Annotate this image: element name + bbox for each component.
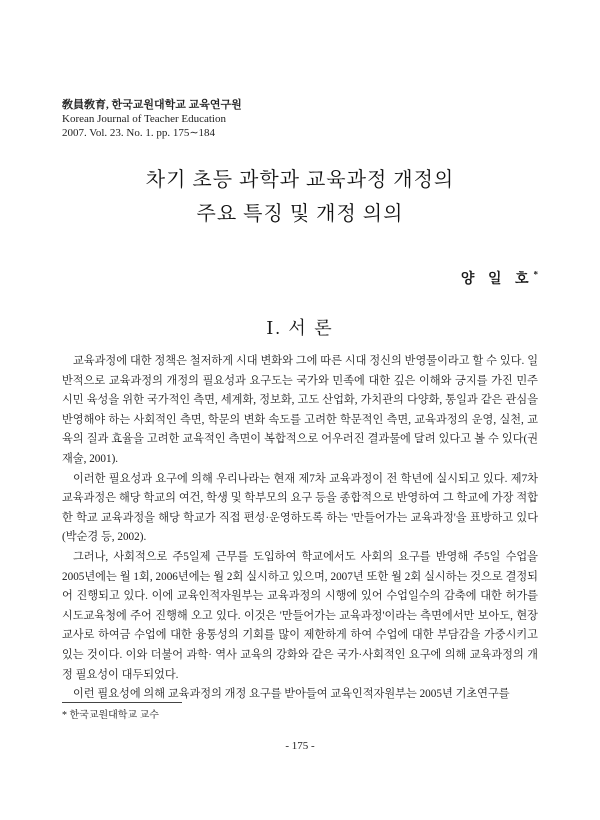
footnote: * 한국교원대학교 교수 <box>62 710 159 721</box>
paragraph: 교육과정에 대한 정책은 철저하게 시대 변화와 그에 따른 시대 정신의 반영물이라고 할 수 있다. 일반적으로 교육과정의 개정의 필요성과 요구도는 국가와 민족에 대한 깊은 이해와 긍지를 가진 민주 시민 육성을 위한 국가적인 측면, 세계화, 정보화, 고도 산업화, 가치관의 다양화, 통일과 같은 관심을 반영해야 하는 사회적인 측면, 학문의 변화 속도를 고려한 학문적인 측면, 교육과정의 운영, 실천, 교육의 질과 효율을 고려한 교육적인 측면이 복합적으로 어우러진 결과물에 달려 있다고 볼 수 있다(권재술, 2001). <box>62 355 538 465</box>
paper-title-line-1: 차기 초등 과학과 교육과정 개정의 <box>145 169 455 191</box>
journal-header <box>62 98 242 140</box>
paragraph: 이런 필요성에 의해 교육과정의 개정 요구를 받아들여 교육인적자원부는 2005년 기초연구를 <box>73 688 510 701</box>
author <box>461 268 538 288</box>
paragraph: 그러나, 사회적으로 주5일제 근무를 도입하여 학교에서도 사회의 요구를 반영해 주5일 수업을 2005년에는 월 1회, 2006년에는 월 2회 실시하고 있으며, 2007년 또한 월 2회 실시하는 것으로 결정되어 진행되고 있다. 이에 교육인적자원부는 교육과정의 시행에 있어 수업일수의 감축에 대한 허가를 시도교육청에 주어 진행해 오고 있다. 이것은 '만들어가는 교육과정'이라는 측면에서만 보아도, 현장 교사로 하여금 수업에 대한 융통성의 기회를 많이 제한하게 하여 수업에 대한 부담감을 가중시키고 있는 것이다. 이와 더불어 과학· 역사 교육의 강화와 같은 국가·사회적인 요구에 의해 교육과정의 개정 필요성이 대두되었다. <box>62 550 538 681</box>
author-footnote-mark: * <box>533 269 538 280</box>
author-name: 양 일 호 <box>460 272 534 287</box>
paper-title-line-2: 주요 특징 및 개정 의의 <box>196 203 404 225</box>
page-number: - 175 - <box>285 740 315 752</box>
journal-name-korean: 敎員敎育, 한국교원대학교 교육연구원 <box>62 99 242 111</box>
journal-name-english: Korean Journal of Teacher Education <box>62 113 226 125</box>
body-text <box>62 352 538 705</box>
footnote-divider <box>62 702 182 703</box>
journal-volume-info: 2007. Vol. 23. No. 1. pp. 175∼184 <box>62 127 216 139</box>
paper-title <box>0 163 600 231</box>
paragraph: 이러한 필요성과 요구에 의해 우리나라는 현재 제7차 교육과정이 전 학년에 실시되고 있다. 제7차 교육과정은 해당 학교의 여건, 학생 및 학부모의 요구 등을 종합적으로 반영하여 그 학교에 가장 적합한 학교 교육과정을 해당 학교가 직접 편성·운영하도록 하는 '만들어가는 교육과정'을 표방하고 있다(박순경 등, 2002). <box>62 472 538 544</box>
section-heading: Ⅰ. 서 론 <box>266 318 334 338</box>
